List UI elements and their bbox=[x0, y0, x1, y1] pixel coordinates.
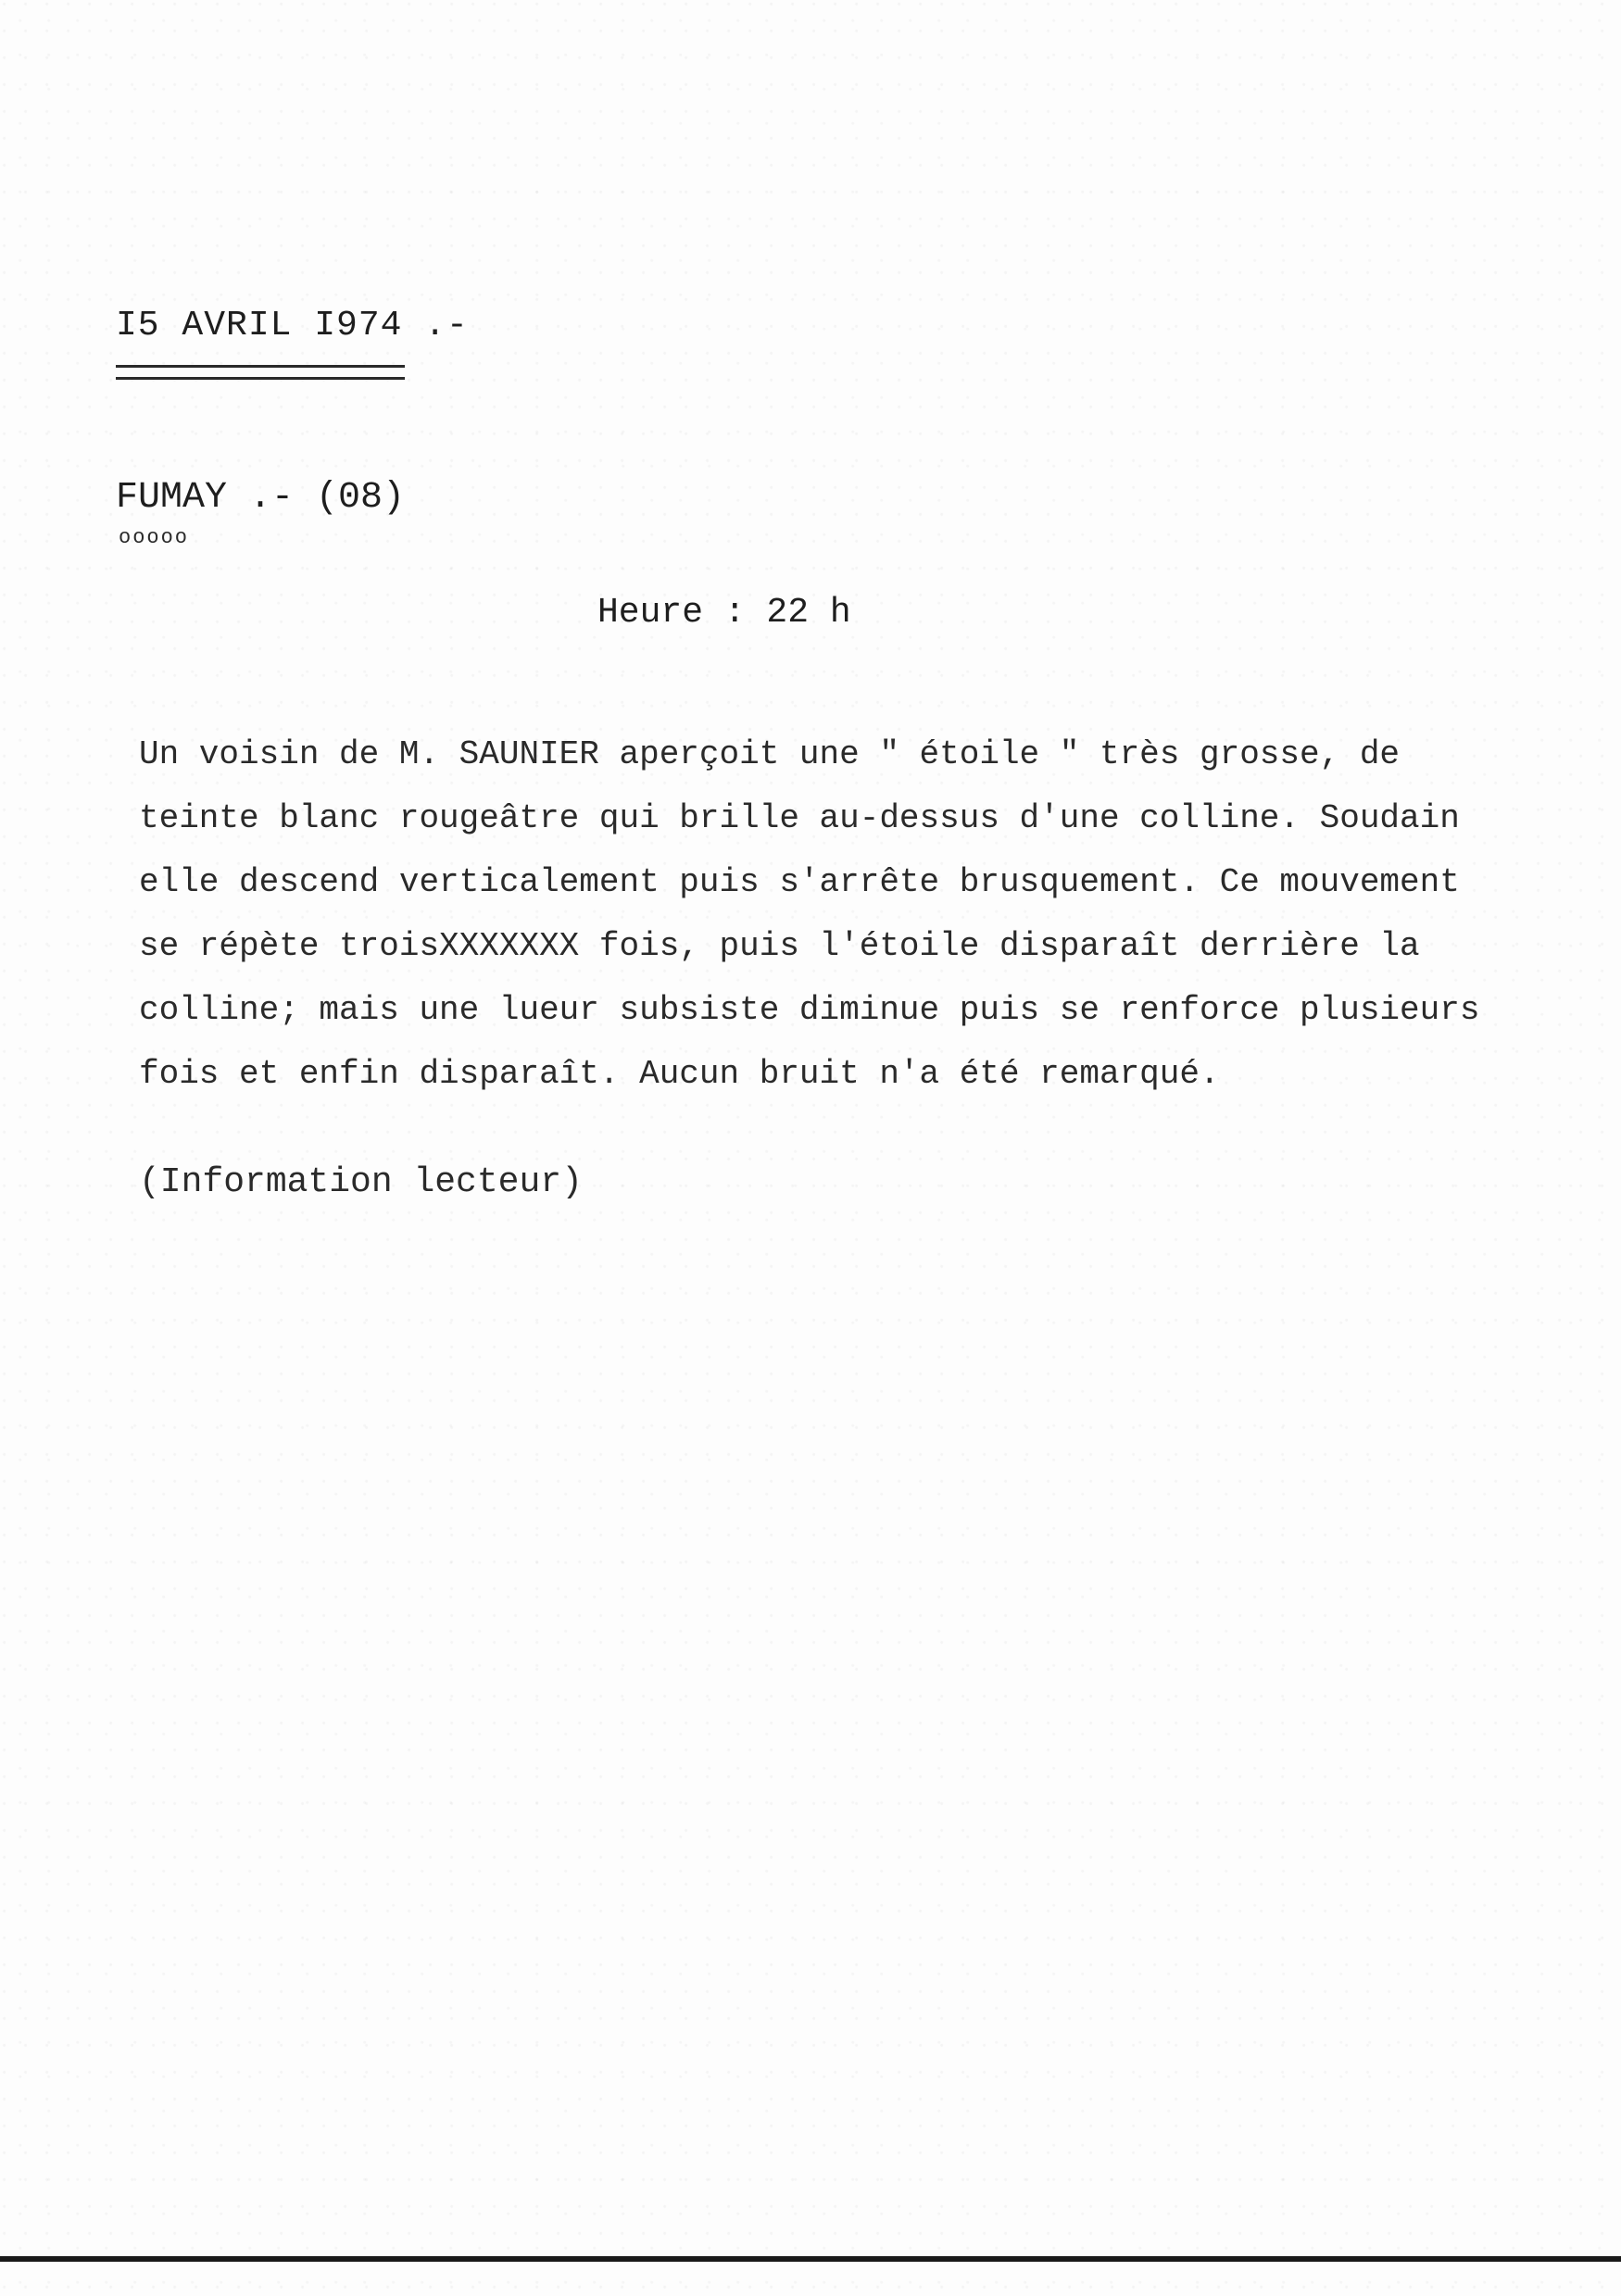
location-underline-marks: ooooo bbox=[119, 526, 190, 549]
report-time: Heure : 22 h bbox=[597, 593, 851, 633]
report-date: I5 AVRIL I974 .- bbox=[116, 306, 469, 345]
page-bottom-border bbox=[0, 2256, 1621, 2262]
report-location: FUMAY .- (08) bbox=[116, 477, 406, 519]
report-source: (Information lecteur) bbox=[139, 1162, 583, 1202]
report-body: Un voisin de M. SAUNIER aperçoit une " étoile " très grosse, de teinte blanc rougeâtre qui brille au-dessus d'une colline. Soudain elle descend verticalement puis s'arrête brusquement. Ce mouvement se répète troisXXXXXXX fois, puis l'étoile disparaît derrière la colline; mais une lueur subsiste diminue puis se renforce plusieurs fois et enfin disparaît. Aucun bruit n'a été remarqué. bbox=[139, 735, 1480, 1093]
date-double-underline bbox=[116, 365, 405, 380]
